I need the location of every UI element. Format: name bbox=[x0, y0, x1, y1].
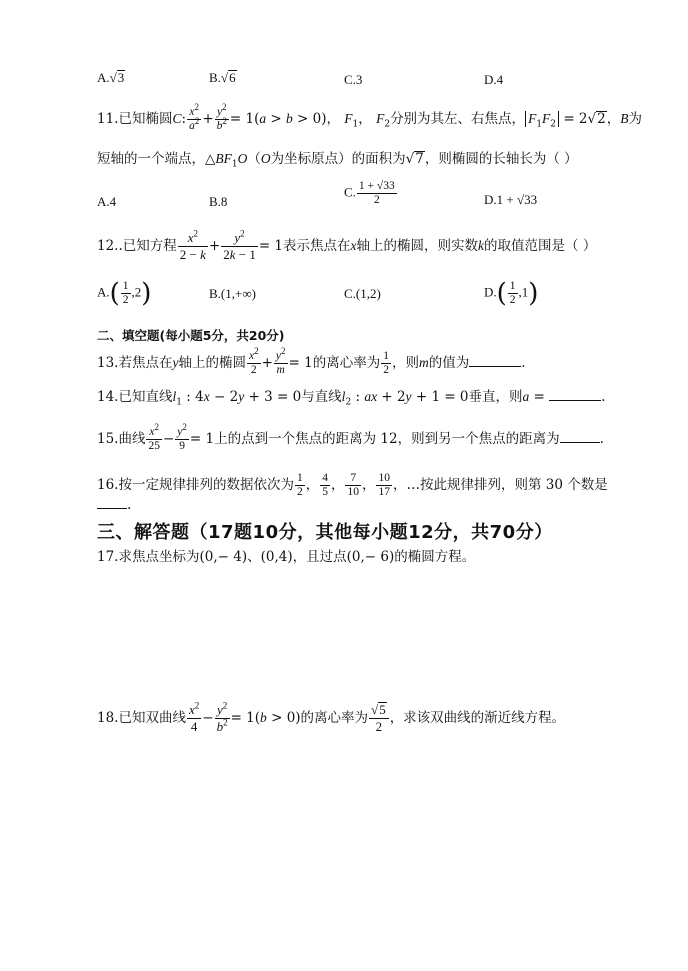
q12-line1: 12..已知方程 $\frac{x^2}{2 - k}$ + $\frac{y^2}{2k - 1}$ = 1表示焦点在x轴上的椭圆，则实数k的取值范围是（ ） bbox=[97, 228, 597, 262]
q16-answer-blank[interactable] bbox=[97, 508, 127, 509]
q10-option-d: D.4 bbox=[484, 72, 504, 87]
q13-line: 13.若焦点在y轴上的椭圆 $\frac{x^2}{2}$ + $\frac{y^2}{m}$ = 1的离心率为 $\frac{1}{2}$ ，则m的值为 . bbox=[97, 346, 526, 376]
q16-line1: 16.按一定规律排列的数据依次为 $\frac{1}{2}$ ， $\frac{4}{5}$ ， $\frac{7}{10}$ ， $\frac{10}{17}$ ，…按此规律排列，则第 30 个数是 bbox=[97, 472, 608, 498]
q17-line: 17.求焦点坐标为(0,− 4)、(0,4)，且过点(0,− 6)的椭圆方程。 bbox=[97, 549, 476, 565]
q11-option-c: C. $\frac{1 + √33}{2}$ bbox=[344, 180, 395, 206]
q18-line: 18.已知双曲线 $\frac{x^2}{4}$ − $\frac{y^2}{b^2}$ = 1(b > 0)的离心率为 $\frac{√5}{2}$ ，求该双曲线的渐近线方程。 bbox=[97, 700, 566, 734]
q11-option-a: A.4 bbox=[97, 194, 117, 209]
q10-option-b: B.√6 bbox=[209, 70, 236, 85]
q10-option-c: C.3 bbox=[344, 72, 363, 87]
q15-answer-blank[interactable] bbox=[560, 442, 600, 443]
section-solution-heading: 三、解答题（17题10分，其他每小题12分，共70分） bbox=[97, 522, 553, 543]
q12-option-d: D.( $\frac{1}{2}$ ,1) bbox=[484, 278, 539, 309]
q12-option-a: A.( $\frac{1}{2}$ ,2) bbox=[97, 278, 152, 309]
q12-option-c: C.(1,2) bbox=[344, 286, 381, 301]
section-fill-in-heading: 二、填空题(每小题5分，共20分) bbox=[97, 328, 285, 343]
q11-line2: 短轴的一个端点，$\triangle BF_1O(O$为坐标原点）的面积为√7，则椭圆的长轴长为（ ） bbox=[97, 151, 578, 170]
q12-option-b: B.(1,+∞) bbox=[209, 286, 256, 301]
q14-answer-blank[interactable] bbox=[549, 400, 601, 401]
q11-line1: 11.已知椭圆C: $\frac{x^2}{a^2}$ + $\frac{y^2}{b^2}$ = 1(a > b > 0)， $F_1$， $F_2$分别为其左、右焦点， $F_1F_2 = 2√2$，B为 bbox=[97, 102, 642, 132]
q15-line: 15.曲线 $\frac{x^2}{25}$ − $\frac{y^2}{9}$ = 1上的点到一个焦点的距离为 12，则到另一个焦点的距离为 . bbox=[97, 422, 604, 452]
q11-option-d: D.1 + √33 bbox=[484, 192, 538, 207]
q10-option-a: A.√3 bbox=[97, 70, 125, 85]
q13-answer-blank[interactable] bbox=[469, 366, 521, 367]
q16-line2: . bbox=[97, 496, 648, 514]
q14-line: 14.已知直线$l_1$ : 4x − 2y + 3 = 0与直线$l_2$ : ax + 2y + 1 = 0垂直，则a = . bbox=[97, 389, 606, 408]
q11-option-b: B.8 bbox=[209, 194, 228, 209]
